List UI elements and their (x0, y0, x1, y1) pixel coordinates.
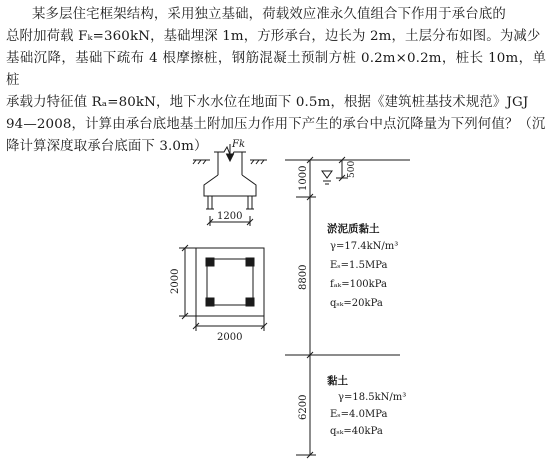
water-table-icon (322, 171, 332, 178)
pile-plan-4 (246, 298, 254, 306)
layer2-es: Eₛ=4.0MPa (330, 409, 388, 420)
layer1-fak: fₐₖ=100kPa (330, 279, 387, 290)
plan-height-dimension: 2000 (170, 268, 181, 294)
pile-cap-plan (179, 245, 267, 331)
pile-plan-3 (206, 298, 214, 306)
layer2-gamma: γ=18.5kN/m³ (338, 392, 407, 403)
layer1-qsk: qₛₖ=20kPa (330, 298, 383, 309)
layer2-qsk: qₛₖ=40kPa (330, 426, 383, 437)
pile-plan-1 (206, 258, 214, 266)
load-label: Fk (232, 139, 245, 150)
problem-line-5: 94—2008，计算由承台底地基土附加压力作用下产生的承台中点沉降量为下列何值？（沉 (6, 117, 546, 132)
layer1-es: Eₛ=1.5MPa (330, 260, 388, 271)
layer2-thickness-dimension: 6200 (298, 394, 309, 420)
layer1-thickness-dimension: 8800 (298, 264, 309, 290)
problem-line-1-text: 某多层住宅框架结构，采用独立基础，荷载效应准永久值组合下作用于承台底的 (32, 7, 506, 22)
pile-spacing-dimension: 1200 (217, 211, 243, 222)
layer1-name: 淤泥质黏土 (327, 223, 380, 235)
problem-line-6: 降计算深度取承台底面下 3.0m） (6, 139, 208, 154)
problem-line-2: 总附加荷载 Fₖ=360kN，基础埋深 1m，方形承台，边长为 2m，土层分布如图。为减少 (6, 29, 541, 44)
plan-width-dimension: 2000 (217, 332, 243, 343)
layer1-gamma: γ=17.4kN/m³ (330, 241, 399, 252)
problem-line-4: 承载力特征值 Rₐ=80kN，地下水水位在地面下 0.5m，根据《建筑桩基技术规范》JGJ (6, 95, 529, 110)
layer2-name: 黏土 (327, 375, 348, 387)
pile-plan-2 (246, 258, 254, 266)
embed-depth-dimension: 1000 (298, 165, 309, 191)
problem-line-3: 基础沉降，基础下疏布 4 根摩擦桩，钢筋混凝土预制方桩 0.2m×0.2m，桩长 10m，单桩 (6, 51, 546, 88)
water-depth-dimension: 500 (347, 160, 357, 178)
